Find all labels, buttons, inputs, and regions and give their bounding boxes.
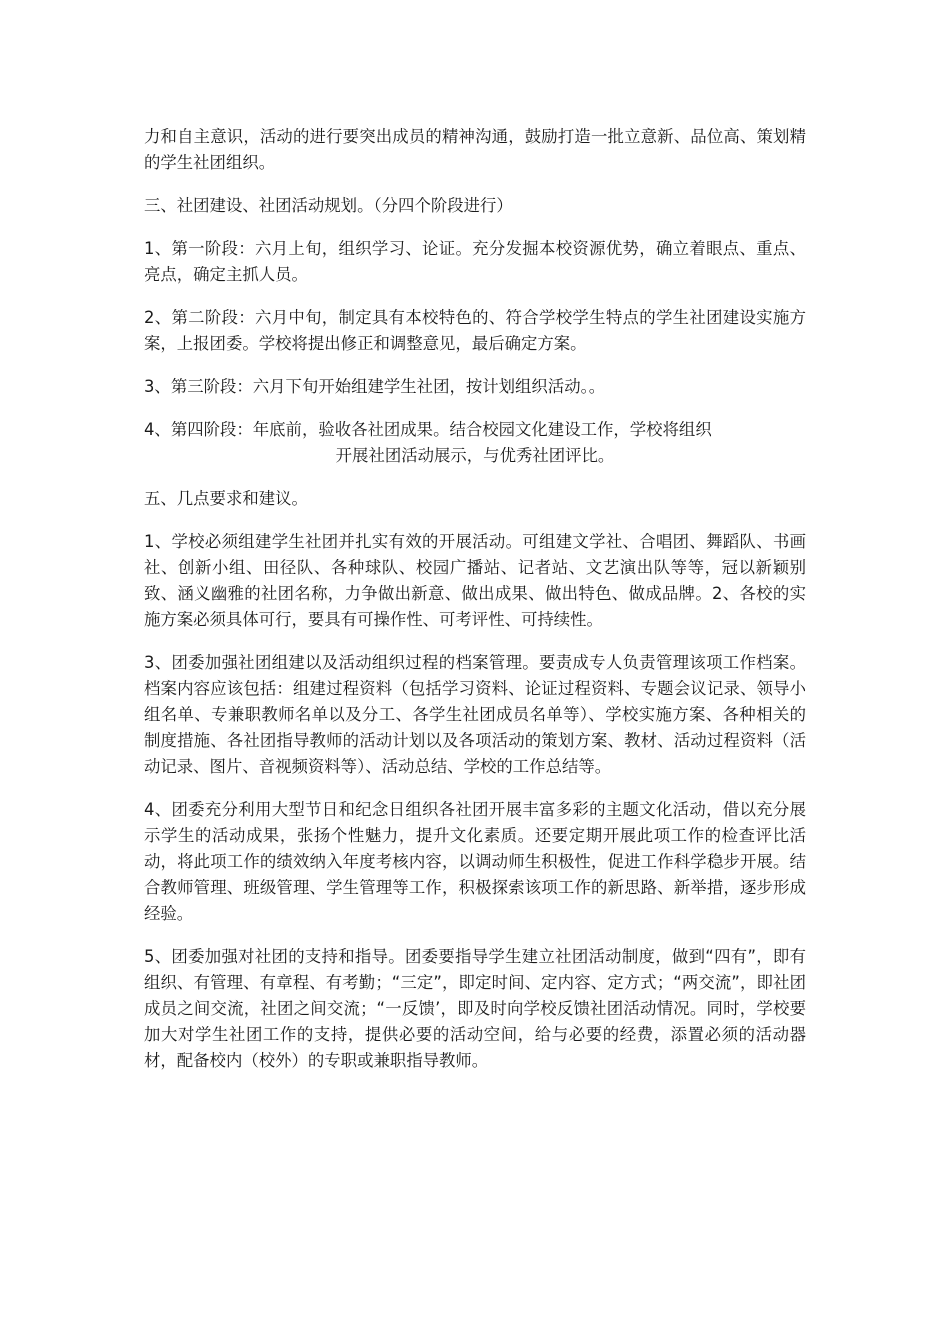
paragraph-requirement-five: 5、团委加强对社团的支持和指导。团委要指导学生建立社团活动制度，做到“四有”，即有组织、有管理、有章程、有考勤；“三定”，即定时间、定内容、定方式；“两交流”，即社团成员之间交流，社团之间交流；“一反馈’，即及时向学校反馈社团活动情况。同时，学校要加大对学生社团工作的支持，提供必要的活动空间，给与必要的经费，添置必须的活动器材，配备校内（校外）的专职或兼职指导教师。 xyxy=(144,947,806,1070)
paragraph-stage-four xyxy=(144,417,806,469)
paragraph-stage-three: 3、第三阶段：六月下旬开始组建学生社团，按计划组织活动。。 xyxy=(144,377,606,396)
document-page xyxy=(144,124,806,1091)
paragraph-requirement-three: 3、团委加强社团组建以及活动组织过程的档案管理。要责成专人负责管理该项工作档案。档案内容应该包括：组建过程资料（包括学习资料、论证过程资料、专题会议记录、领导小组名单、专兼职教师名单以及分工、各学生社团成员名单等）、学校实施方案、各种相关的制度措施、各社团指导教师的活动计划以及各项活动的策划方案、教材、活动过程资料（活动记录、图片、音视频资料等）、活动总结、学校的工作总结等。 xyxy=(144,653,806,776)
paragraph-stage-four-line2: 开展社团活动展示，与优秀社团评比。 xyxy=(335,446,615,465)
paragraph-intro-continuation: 力和自主意识，活动的进行要突出成员的精神沟通，鼓励打造一批立意新、品位高、策划精的学生社团组织。 xyxy=(144,127,806,172)
paragraph-stage-two: 2、第二阶段：六月中旬，制定具有本校特色的、符合学校学生特点的学生社团建设实施方案，上报团委。学校将提出修正和调整意见，最后确定方案。 xyxy=(144,308,806,353)
section-heading-five: 五、几点要求和建议。 xyxy=(144,489,308,508)
paragraph-stage-one: 1、第一阶段：六月上旬，组织学习、论证。充分发掘本校资源优势，确立着眼点、重点、亮点，确定主抓人员。 xyxy=(144,239,806,284)
paragraph-stage-four-line1: 4、第四阶段：年底前，验收各社团成果。结合校园文化建设工作，学校将组织 xyxy=(144,420,712,439)
paragraph-requirement-one-two: 1、学校必须组建学生社团并扎实有效的开展活动。可组建文学社、合唱团、舞蹈队、书画社、创新小组、田径队、各种球队、校园广播站、记者站、文艺演出队等等，冠以新颖别致、涵义幽雅的社团名称，力争做出新意、做出成果、做出特色、做成品牌。2、各校的实施方案必须具体可行，要具有可操作性、可考评性、可持续性。 xyxy=(144,532,806,629)
section-heading-three: 三、社团建设、社团活动规划。（分四个阶段进行） xyxy=(144,196,513,215)
paragraph-requirement-four: 4、团委充分利用大型节日和纪念日组织各社团开展丰富多彩的主题文化活动，借以充分展示学生的活动成果，张扬个性魅力，提升文化素质。还要定期开展此项工作的检查评比活动，将此项工作的绩效纳入年度考核内容，以调动师生积极性，促进工作科学稳步开展。结合教师管理、班级管理、学生管理等工作，积极探索该项工作的新思路、新举措，逐步形成经验。 xyxy=(144,800,806,923)
